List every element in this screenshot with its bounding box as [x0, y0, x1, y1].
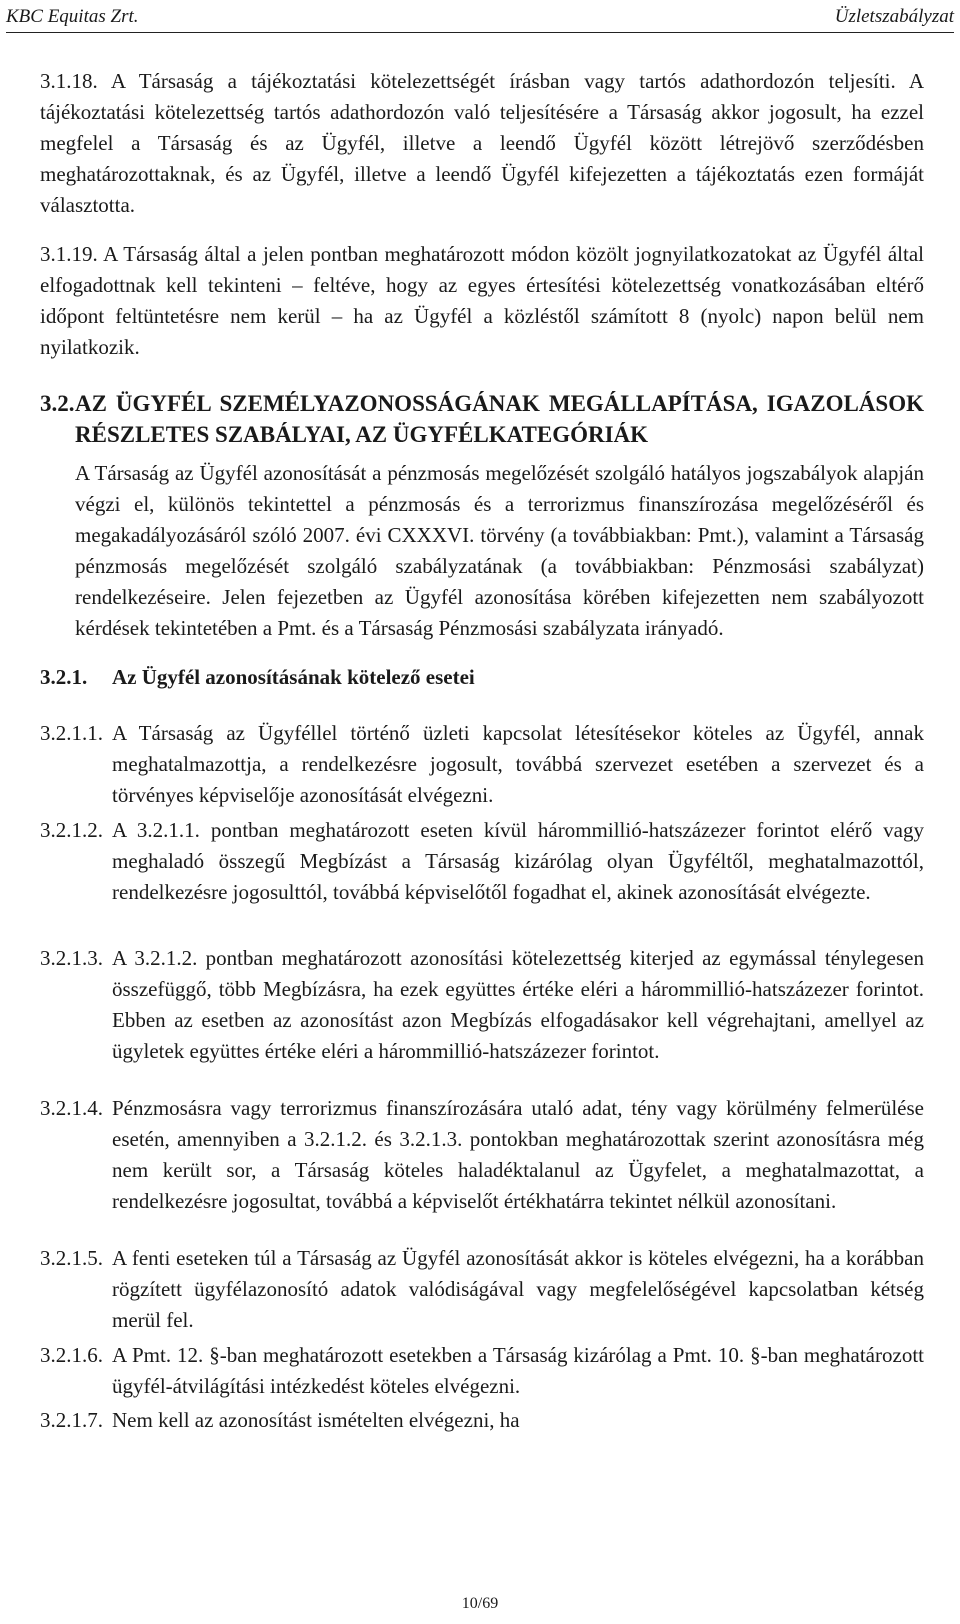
item-text: Nem kell az azonosítást ismételten elvégezni, ha: [112, 1408, 520, 1432]
item-text: Pénzmosásra vagy terrorizmus finanszírozására utaló adat, tény vagy körülmény felmerülése esetén, amennyiben a 3.2.1.2. és 3.2.1.3. pontokban meghatározottak szerint azonosításra még nem került sor, a Társaság köteles haladéktalanul az Ügyfelet, a meghatalmazottat, a rendelkezésre jogosultat, továbbá a képviselőt értékhatárra tekintet nélkül azonosítani.: [112, 1096, 924, 1213]
paragraph-3-1-18: 3.1.18. A Társaság a tájékoztatási kötelezettségét írásban vagy tartós adathordozón teljesíti. A tájékoztatási kötelezettség tartós adathordozón való teljesítésére a Társaság akkor jogosult, ha ezzel megfelel a Társaság és az Ügyfél, illetve a leendő Ügyfél között létrejövő szerződésben meghatározottaknak, és az Ügyfél, illetve a leendő Ügyfél kifejezetten a tájékoztatás ezen formáját választotta.: [40, 69, 924, 217]
item-number: 3.2.1.6.: [40, 1343, 103, 1367]
section-title-3-2: AZ ÜGYFÉL SZEMÉLYAZONOSSÁGÁNAK MEGÁLLAPÍTÁSA, IGAZOLÁSOK RÉSZLETES SZABÁLYAI, AZ ÜGYFÉLKATEGÓRIÁK: [75, 391, 924, 447]
item-number: 3.2.1.1.: [40, 721, 103, 745]
item-text: A Társaság az Ügyféllel történő üzleti kapcsolat létesítésekor köteles az Ügyfél, annak meghatalmazottja, a rendelkezésre jogosult, továbbá szervezet esetében a szervezet és a törvényes képviselője azonosítását elvégezni.: [112, 721, 924, 807]
header-doc-title: Üzletszabályzat: [834, 6, 954, 27]
item-text: A Pmt. 12. §-ban meghatározott esetekben a Társaság kizárólag a Pmt. 10. §-ban meghatározott ügyfél-átvilágítási intézkedést köteles elvégezni.: [112, 1343, 924, 1398]
paragraph-3-2: A Társaság az Ügyfél azonosítását a pénzmosás megelőzését szolgáló hatályos jogszabályok alapján végzi el, különös tekintettel a pénzmosás és a terrorizmus finanszírozása megelőzéséről és megakadályozásáról szóló 2007. évi CXXXVI. törvény (a továbbiakban: Pmt.), valamint a Társaság pénzmosás megelőzését szolgáló szabályzatának (a továbbiakban: Pénzmosási szabályzat) rendelkezéseire. Jelen fejezetben az Ügyfél azonosítása körében kifejezetten nem szabályozott kérdések tekintetében a Pmt. és a Társaság Pénzmosási szabályzata irányadó.: [75, 461, 924, 640]
item-number: 3.2.1.3.: [40, 946, 103, 970]
section-number-3-2: 3.2.: [40, 391, 75, 416]
item-number: 3.2.1.4.: [40, 1096, 103, 1120]
item-number: 3.2.1.2.: [40, 818, 103, 842]
item-number: 3.2.1.7.: [40, 1408, 103, 1432]
page-number: 10/69: [461, 1595, 499, 1612]
page-header: [6, 4, 954, 33]
item-text: A 3.2.1.2. pontban meghatározott azonosítási kötelezettség kiterjed az egymással ténylegesen összefüggő, több Megbízásra, ha ezek együttes értéke eléri a hárommillió-hatszázezer forintot. Ebben az esetben az azonosítást azon Megbízás elfogadásakor kell végrehajtani, amellyel az ügyletek együttes értéke eléri a hárommillió-hatszázezer forintot.: [112, 946, 924, 1063]
subsection-number-3-2-1: 3.2.1.: [40, 665, 88, 689]
item-number: 3.2.1.5.: [40, 1246, 103, 1270]
header-company: KBC Equitas Zrt.: [6, 6, 139, 27]
item-text: A fenti eseteken túl a Társaság az Ügyfél azonosítását akkor is köteles elvégezni, ha a korábban rögzített ügyfélazonosító adatok valódiságával vagy megfelelőségével kapcsolatban kétség merül fel.: [112, 1246, 924, 1332]
paragraph-3-1-19: 3.1.19. A Társaság által a jelen pontban meghatározott módon közölt jognyilatkozatokat az Ügyfél által elfogadottnak kell tekinteni – feltéve, hogy az egyes értesítési kötelezettség vonatkozásában eltérő időpont feltüntetésre nem kerül – ha az Ügyfél a közléstől számított 8 (nyolc) napon belül nem nyilatkozik.: [40, 242, 924, 359]
item-text: A 3.2.1.1. pontban meghatározott eseten kívül hárommillió-hatszázezer forintot elérő vagy meghaladó összegű Megbízást a Társaság kizárólag olyan Ügyféltől, meghatalmazottól, rendelkezésre jogosulttól, továbbá képviselőtől fogadhat el, akinek azonosítását elvégezte.: [112, 818, 924, 904]
subsection-title-3-2-1: Az Ügyfél azonosításának kötelező esetei: [112, 665, 475, 689]
